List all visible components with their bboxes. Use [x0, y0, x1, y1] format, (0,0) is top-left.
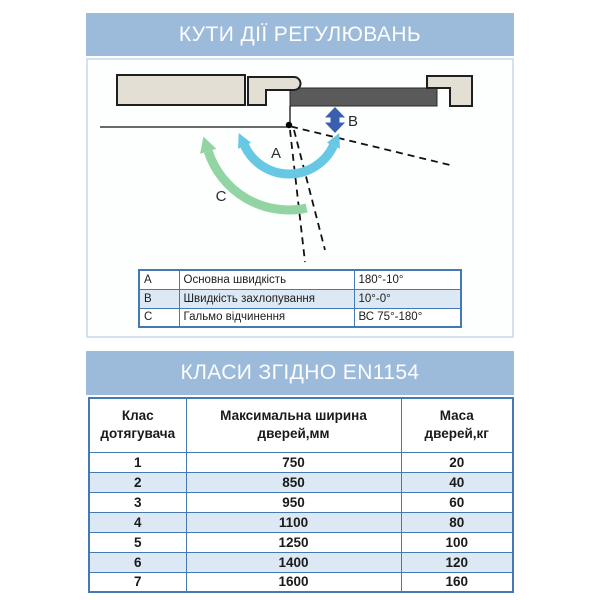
angle-key: B — [139, 289, 179, 308]
table-row — [89, 572, 513, 592]
angles-table — [138, 269, 462, 328]
class-cell: 4 — [89, 512, 186, 532]
door-closer-body — [290, 88, 437, 106]
classes-table-header-row — [89, 398, 513, 452]
diagram-label-c: C — [215, 188, 227, 205]
diagram-label-b: B — [347, 113, 359, 130]
mass-cell: 120 — [401, 552, 513, 572]
angle-value: ВС 75°-180° — [354, 308, 461, 327]
table-row — [89, 512, 513, 532]
angle-value: 10°-0° — [354, 289, 461, 308]
table-row — [89, 532, 513, 552]
class-cell: 2 — [89, 472, 186, 492]
diagram-label-a: A — [270, 145, 282, 162]
table-row — [89, 452, 513, 472]
angles-panel — [86, 58, 514, 338]
section2-title: КЛАСИ ЗГІДНО EN1154 — [180, 361, 420, 384]
door-position-dashed-down-2 — [294, 130, 325, 250]
angle-key: C — [139, 308, 179, 327]
angle-value: 180°-10° — [354, 270, 461, 289]
door-closer-diagram — [88, 60, 512, 270]
double-arrow-b-icon — [325, 107, 345, 133]
width-cell: 950 — [186, 492, 401, 512]
col-header-mass: Маса дверей,кг — [401, 398, 513, 452]
mass-cell: 60 — [401, 492, 513, 512]
arc-arrow-a — [245, 146, 334, 174]
class-cell: 6 — [89, 552, 186, 572]
width-cell: 1400 — [186, 552, 401, 572]
angles-table-row — [139, 308, 461, 327]
class-cell: 5 — [89, 532, 186, 552]
table-row — [89, 472, 513, 492]
angle-name: Гальмо відчинення — [179, 308, 354, 327]
mass-cell: 20 — [401, 452, 513, 472]
col-header-width: Максимальна ширина дверей,мм — [186, 398, 401, 452]
angle-name: Основна швидкість — [179, 270, 354, 289]
col-header-class: Клас дотягувача — [89, 398, 186, 452]
width-cell: 1600 — [186, 572, 401, 592]
wall-section-left — [117, 75, 245, 105]
class-cell: 1 — [89, 452, 186, 472]
section1-header — [86, 13, 514, 56]
mass-cell: 100 — [401, 532, 513, 552]
mass-cell: 160 — [401, 572, 513, 592]
width-cell: 850 — [186, 472, 401, 492]
angle-key: A — [139, 270, 179, 289]
angles-table-row — [139, 289, 461, 308]
width-cell: 1100 — [186, 512, 401, 532]
mass-cell: 40 — [401, 472, 513, 492]
width-cell: 750 — [186, 452, 401, 472]
table-row — [89, 492, 513, 512]
classes-table — [88, 397, 514, 593]
door-position-dashed-down-1 — [290, 130, 305, 262]
class-cell: 3 — [89, 492, 186, 512]
section2-header — [86, 351, 514, 395]
section1-title: КУТИ ДІЇ РЕГУЛЮВАНЬ — [178, 22, 422, 46]
mass-cell: 80 — [401, 512, 513, 532]
angles-table-row — [139, 270, 461, 289]
class-cell: 7 — [89, 572, 186, 592]
angle-name: Швидкість захлопування — [179, 289, 354, 308]
width-cell: 1250 — [186, 532, 401, 552]
table-row — [89, 552, 513, 572]
door-position-dashed-right — [291, 127, 454, 167]
